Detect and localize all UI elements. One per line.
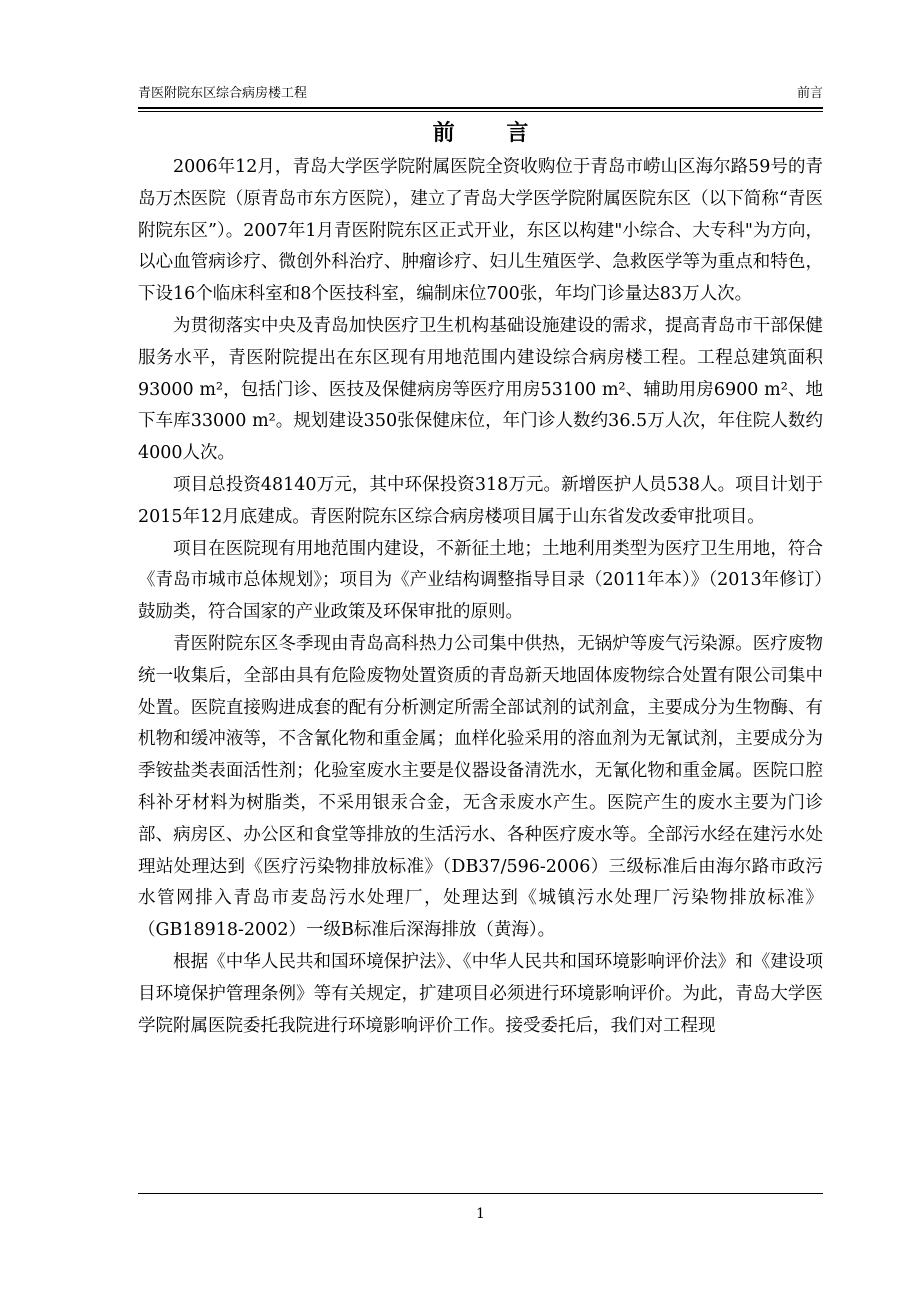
paragraph: 项目总投资48140万元，其中环保投资318万元。新增医护人员538人。项目计划于2015年12月底建成。青医附院东区综合病房楼项目属于山东省发改委审批项目。: [138, 474, 823, 527]
header-section-name: 前言: [796, 86, 823, 101]
paragraph: 根据《中华人民共和国环境保护法》、《中华人民共和国环境影响评价法》和《建设项目环境保护管理条例》等有关规定，扩建项目必须进行环境影响评价。为此，青岛大学医学院附属医院委托我院进行环境影响评价工作。接受委托后，我们对工程现: [138, 951, 823, 1036]
paragraph: 青医附院东区冬季现由青岛高科热力公司集中供热，无锅炉等废气污染源。医疗废物统一收集后，全部由具有危险废物处置资质的青岛新天地固体废物综合处置有限公司集中处置。医院直接购进成套的配有分析测定所需全部试剂的试剂盒，主要成分为生物酶、有机物和缓冲液等，不含氰化物和重金属；血样化验采用的溶血剂为无氰试剂，主要成分为季铵盐类表面活性剂；化验室废水主要是仪器设备清洗水，无氰化物和重金属。医院口腔科补牙材料为树脂类，不采用银汞合金，无含汞废水产生。医院产生的废水主要为门诊部、病房区、办公区和食堂等排放的生活污水、各种医疗废水等。全部污水经在建污水处理站处理达到《医疗污染物排放标准》（DB37/596-2006）三级标准后由海尔路市政污水管网排入青岛市麦岛污水处理厂，处理达到《城镇污水处理厂污染物排放标准》（GB18918-2002）一级B标准后深海排放（黄海）。: [138, 633, 823, 941]
header-rule-thick: [138, 107, 823, 109]
paragraph: 2006年12月，青岛大学医学院附属医院全资收购位于青岛市崂山区海尔路59号的青岛万杰医院（原青岛市东方医院），建立了青岛大学医学院附属医院东区（以下简称“青医附院东区”）。2007年1月青医附院东区正式开业，东区以构建"小综合、大专科"为方向，以心血管病诊疗、微创外科治疗、肿瘤诊疗、妇儿生殖医学、急救医学等为重点和特色，下设16个临床科室和8个医技科室，编制床位700张，年均门诊量达83万人次。: [138, 157, 823, 305]
paragraph: 项目在医院现有用地范围内建设，不新征土地；土地利用类型为医疗卫生用地，符合《青岛市城市总体规划》；项目为《产业结构调整指导目录（2011年本）》（2013年修订）鼓励类，符合国家的产业政策及环保审批的原则。: [138, 538, 823, 623]
header-document-title: 青医附院东区综合病房楼工程: [138, 86, 308, 101]
running-header: [138, 84, 823, 104]
paragraph: 为贯彻落实中央及青岛加快医疗卫生机构基础设施建设的需求，提高青岛市干部保健服务水平，青医附院提出在东区现有用地范围内建设综合病房楼工程。工程总建筑面积93000 m²，包括门诊、医技及保健病房等医疗用房53100 m²、辅助用房6900 m²、地下车库33000 m²。规划建设350张保健床位，年门诊人数约36.5万人次，年住院人数约4000人次。: [138, 315, 823, 464]
header-rule-thin: [138, 111, 823, 112]
page-title: 前 言: [432, 120, 551, 146]
page-number: 1: [476, 1206, 485, 1222]
body-text: [138, 152, 823, 1042]
footer-rule: [138, 1193, 823, 1194]
